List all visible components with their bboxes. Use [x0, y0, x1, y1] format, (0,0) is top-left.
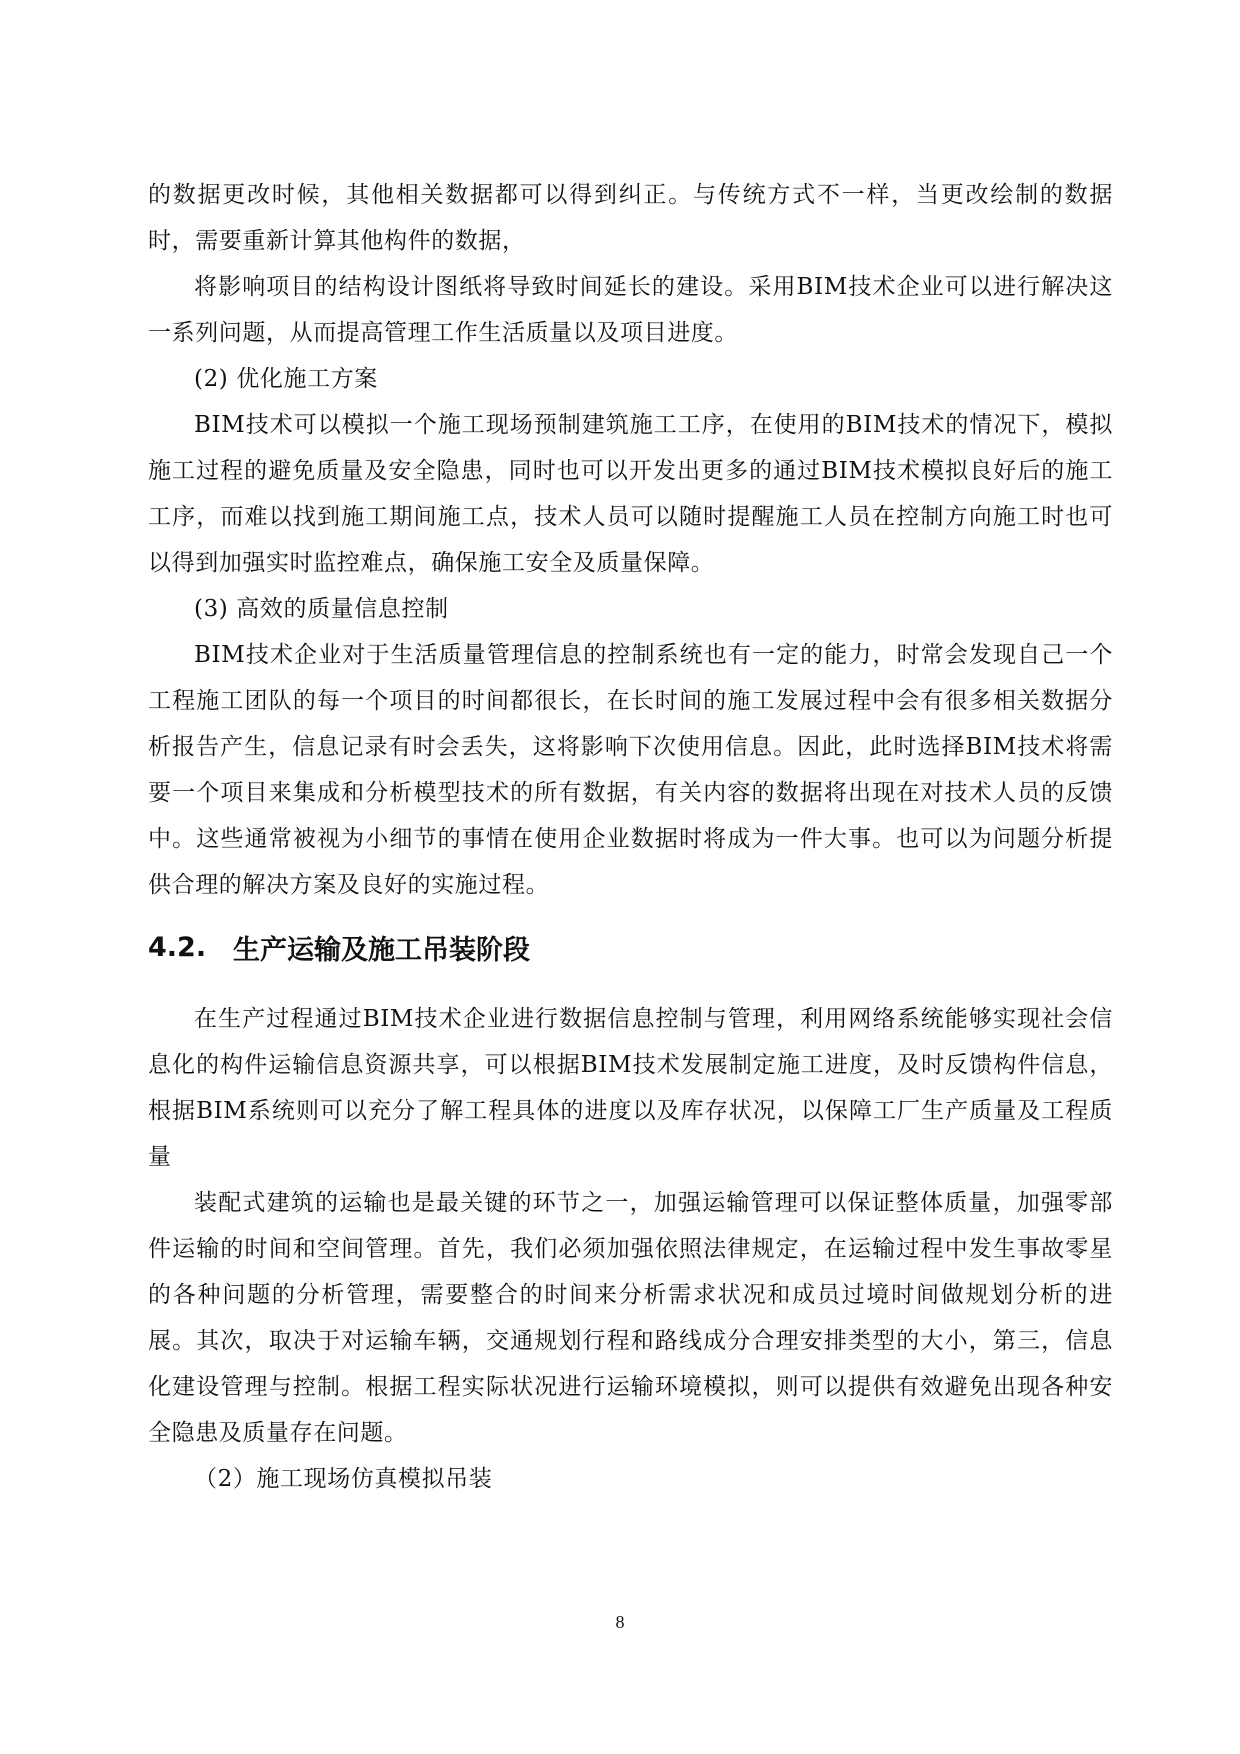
page-number: 8 — [615, 1612, 625, 1632]
paragraph-transport-management: 装配式建筑的运输也是最关键的环节之一，加强运输管理可以保证整体质量，加强零部件运输的时间和空间管理。首先，我们必须加强依照法律规定，在运输过程中发生事故零星的各种问题的分析管理，需要整合的时间来分析需求状况和成员过境时间做规划分析的进展。其次，取决于对运输车辆，交通规划行程和路线成分合理安排类型的大小，第三，信息化建设管理与控制。根据工程实际状况进行运输环境模拟，则可以提供有效避免出现各种安全隐患及质量存在问题。 — [148, 1190, 1113, 1446]
paragraph-quality-info-control: BIM技术企业对于生活质量管理信息的控制系统也有一定的能力，时常会发现自己一个工程施工团队的每一个项目的时间都很长，在长时间的施工发展过程中会有很多相关数据分析报告产生，信息记录有时会丢失，这将影响下次使用信息。因此，此时选择BIM技术将需要一个项目来集成和分析模型技术的所有数据，有关内容的数据将出现在对技术人员的反馈中。这些通常被视为小细节的事情在使用企业数据时将成为一件大事。也可以为问题分析提供合理的解决方案及良好的实施过程。 — [148, 642, 1113, 898]
section-title: 生产运输及施工吊装阶段 — [233, 934, 530, 966]
item-quality-info-control-label: (3) 高效的质量信息控制 — [194, 596, 449, 622]
item-hoisting-simulation-label: （2）施工现场仿真模拟吊装 — [194, 1466, 493, 1492]
paragraph-structure-design: 将影响项目的结构设计图纸将导致时间延长的建设。采用BIM技术企业可以进行解决这一系列问题，从而提高管理工作生活质量以及项目进度。 — [148, 274, 1113, 346]
paragraph-production-control: 在生产过程通过BIM技术企业进行数据信息控制与管理，利用网络系统能够实现社会信息化的构件运输信息资源共享，可以根据BIM技术发展制定施工进度，及时反馈构件信息，根据BIM系统则可以充分了解工程具体的进度以及库存状况，以保障工厂生产质量及工程质量 — [148, 1006, 1113, 1170]
paragraph-optimize-construction: BIM技术可以模拟一个施工现场预制建筑施工工序，在使用的BIM技术的情况下，模拟施工过程的避免质量及安全隐患，同时也可以开发出更多的通过BIM技术模拟良好后的施工工序，而难以找到施工期间施工点，技术人员可以随时提醒施工人员在控制方向施工时也可以得到加强实时监控难点，确保施工安全及质量保障。 — [148, 412, 1113, 576]
section-number: 4.2. — [148, 931, 207, 963]
paragraph-continuation: 的数据更改时候，其他相关数据都可以得到纠正。与传统方式不一样，当更改绘制的数据时，需要重新计算其他构件的数据， — [148, 182, 1113, 254]
section-heading — [148, 920, 1113, 974]
page-content — [148, 172, 1113, 1502]
item-optimize-construction-label: (2) 优化施工方案 — [194, 366, 378, 392]
